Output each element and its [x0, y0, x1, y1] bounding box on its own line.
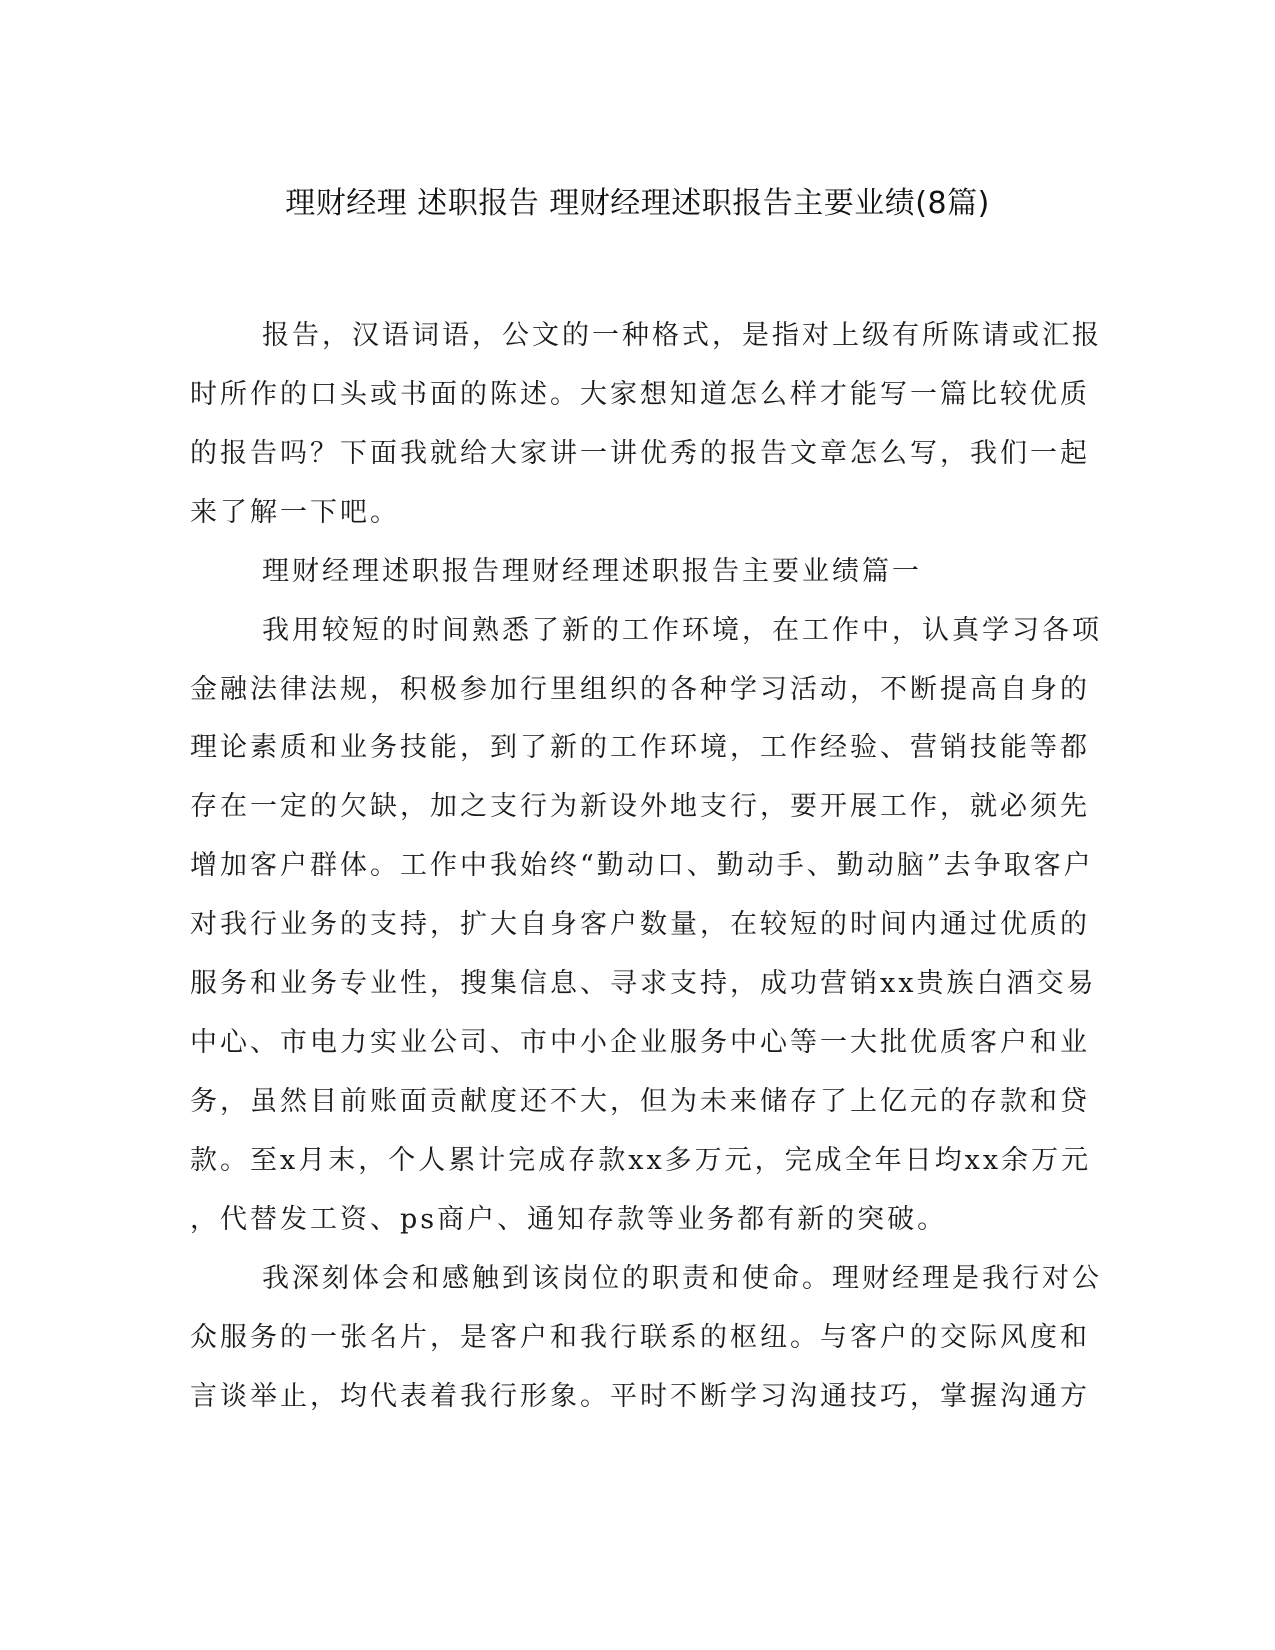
paragraph-line: 存在一定的欠缺，加之支行为新设外地支行，要开展工作，就必须先 [190, 791, 1090, 822]
paragraph-line: 对我行业务的支持，扩大自身客户数量，在较短的时间内通过优质的 [190, 909, 1090, 940]
paragraph-line: 报告，汉语词语，公文的一种格式，是指对上级有所陈请或汇报 [262, 320, 1102, 351]
paragraph-line: 服务和业务专业性，搜集信息、寻求支持，成功营销xx贵族白酒交易 [190, 968, 1097, 999]
paragraph-line: 增加客户群体。工作中我始终“勤动口、勤动手、勤动脑”去争取客户 [190, 850, 1094, 881]
paragraph-line: 理论素质和业务技能，到了新的工作环境，工作经验、营销技能等都 [190, 732, 1090, 763]
paragraph-line: ，代替发工资、ps商户、通知存款等业务都有新的突破。 [190, 1204, 948, 1235]
paragraph-line: 言谈举止，均代表着我行形象。平时不断学习沟通技巧，掌握沟通方 [190, 1381, 1090, 1412]
paragraph-line: 来了解一下吧。 [190, 497, 400, 528]
paragraph-line: 的报告吗？下面我就给大家讲一讲优秀的报告文章怎么写，我们一起 [190, 438, 1090, 469]
paragraph-line: 我深刻体会和感触到该岗位的职责和使命。理财经理是我行对公 [262, 1263, 1102, 1294]
paragraph-line: 中心、市电力实业公司、市中小企业服务中心等一大批优质客户和业 [190, 1027, 1090, 1058]
paragraph-line: 我用较短的时间熟悉了新的工作环境，在工作中，认真学习各项 [262, 615, 1102, 646]
section-heading: 理财经理述职报告理财经理述职报告主要业绩篇一 [262, 556, 922, 587]
paragraph-line: 众服务的一张名片，是客户和我行联系的枢纽。与客户的交际风度和 [190, 1322, 1090, 1353]
document-title: 理财经理 述职报告 理财经理述职报告主要业绩(8篇) [285, 186, 990, 221]
paragraph-line: 时所作的口头或书面的陈述。大家想知道怎么样才能写一篇比较优质 [190, 379, 1090, 410]
paragraph-line: 金融法律法规，积极参加行里组织的各种学习活动，不断提高自身的 [190, 674, 1090, 705]
paragraph-line: 务，虽然目前账面贡献度还不大，但为未来储存了上亿元的存款和贷 [190, 1086, 1090, 1117]
paragraph-line: 款。至x月末，个人累计完成存款xx多万元，完成全年日均xx余万元 [190, 1145, 1092, 1176]
